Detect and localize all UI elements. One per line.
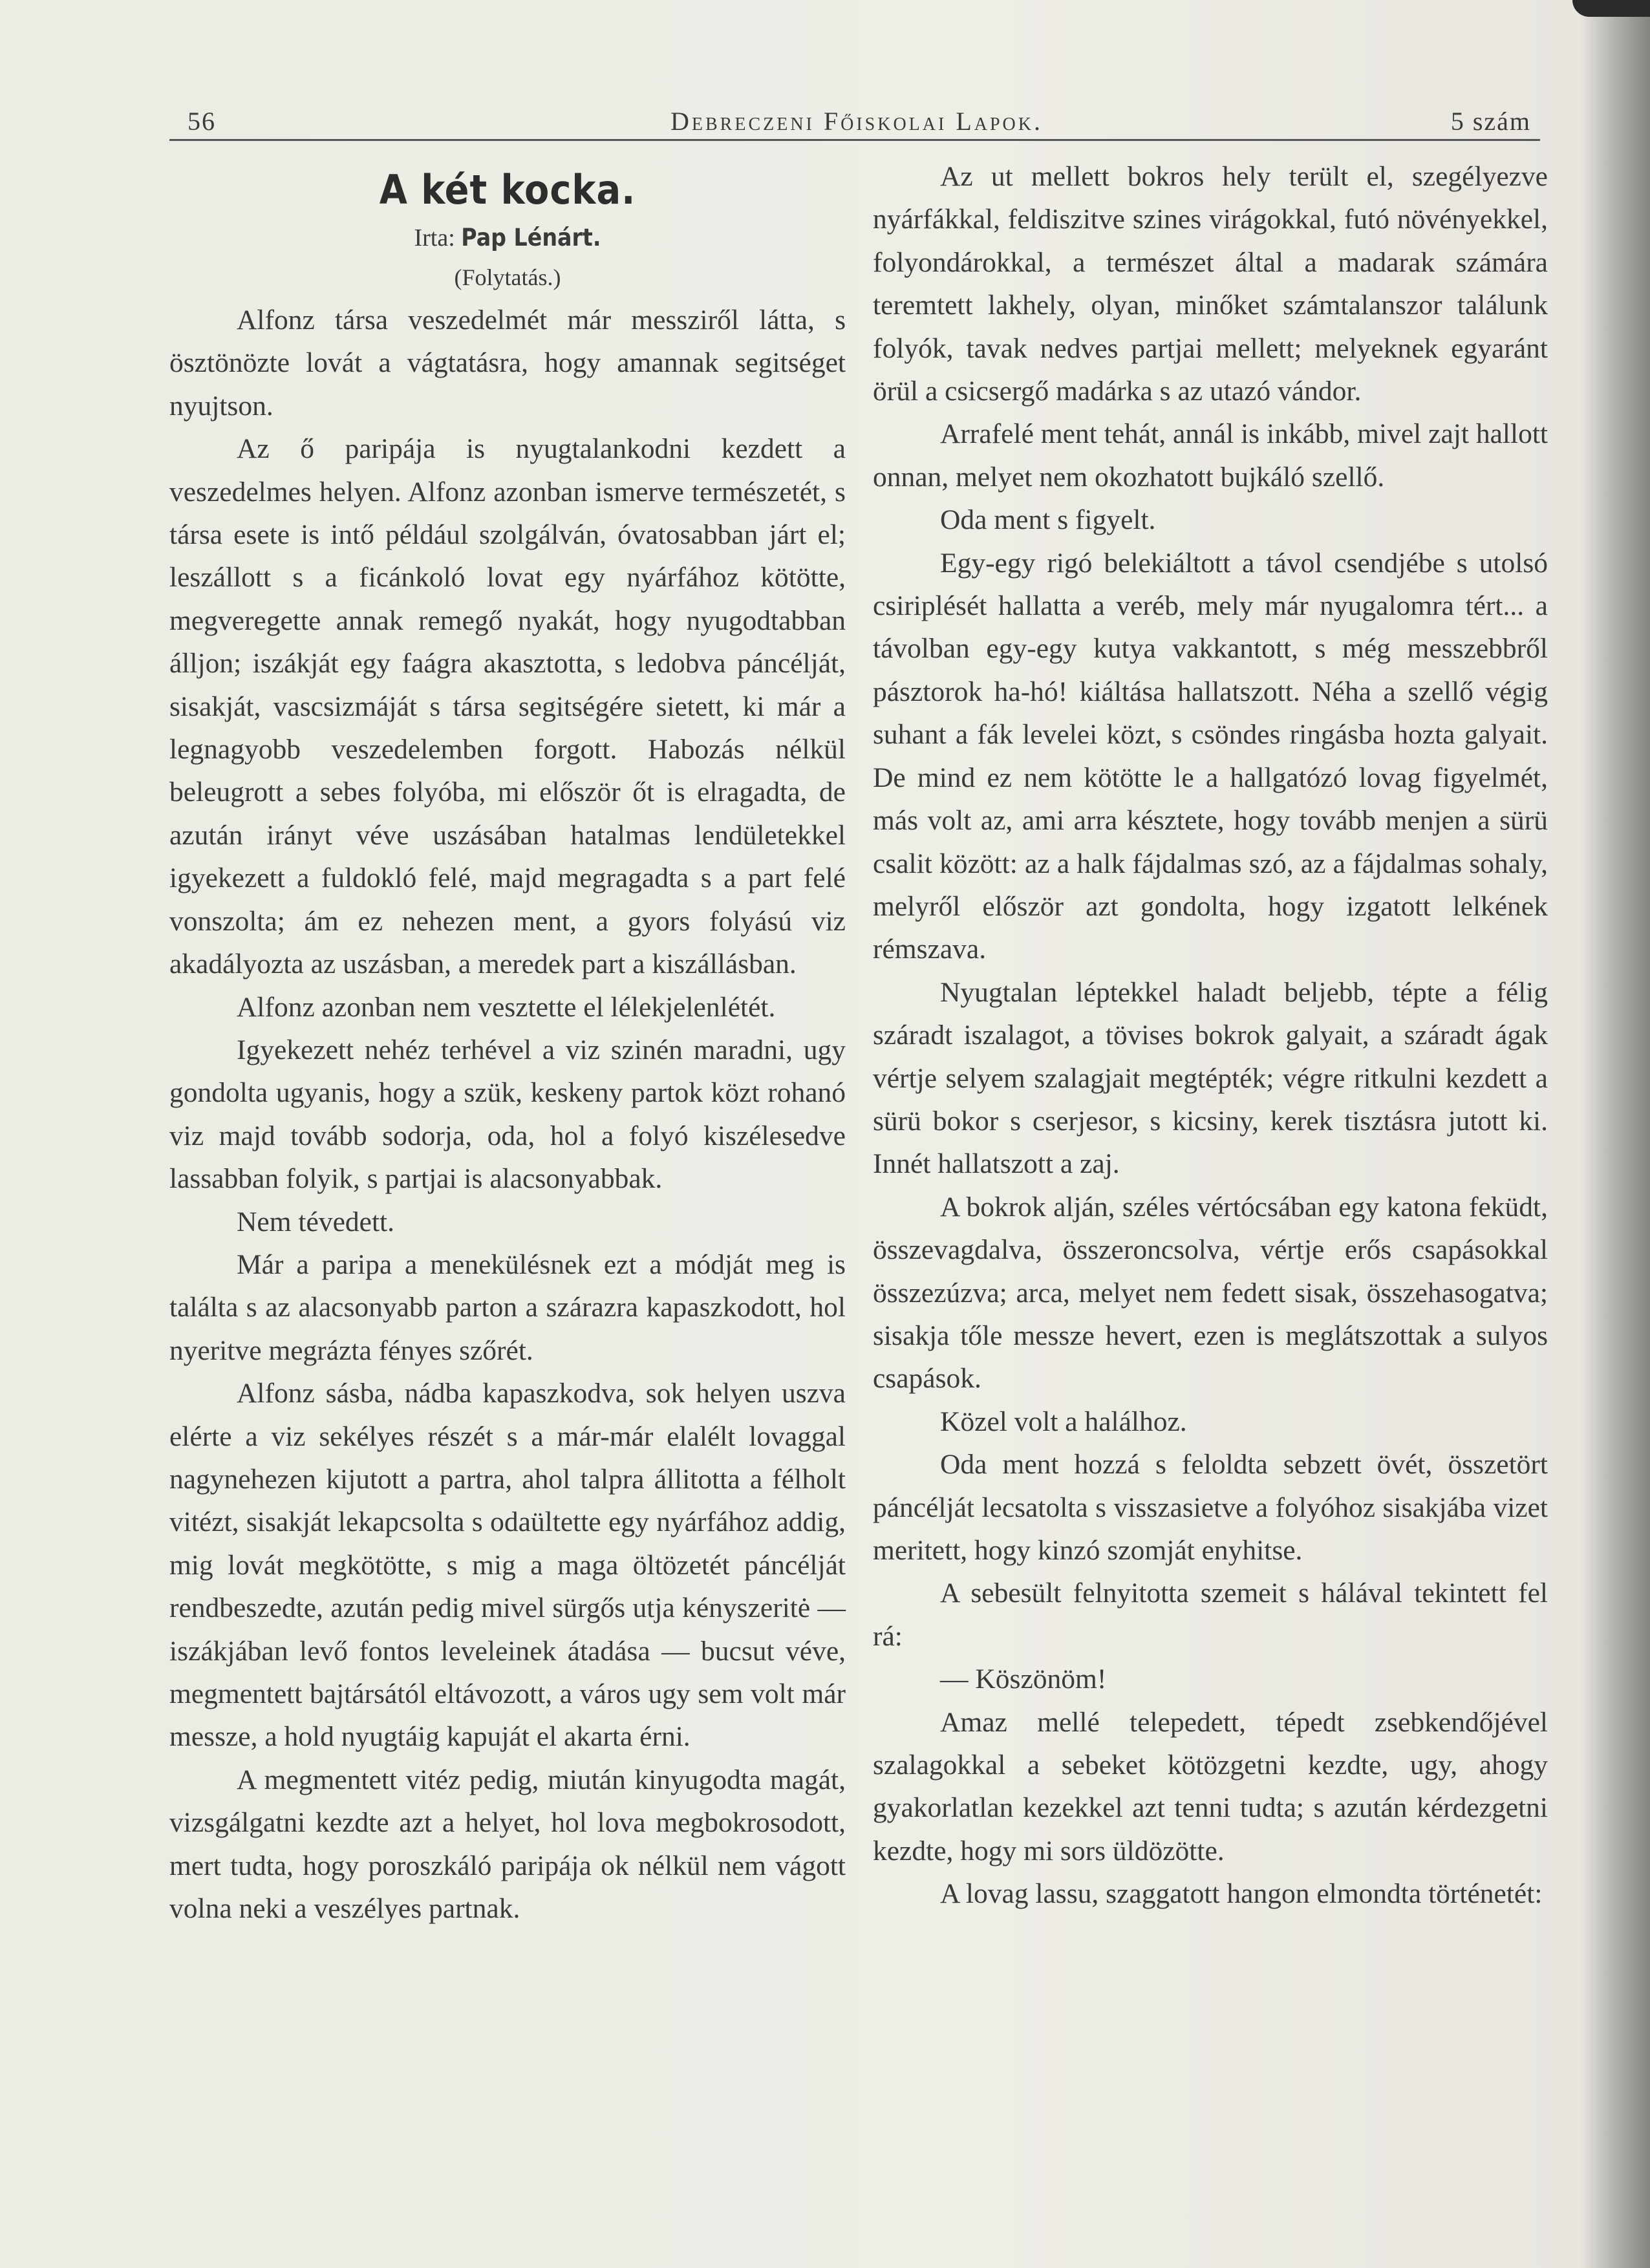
paragraph: Már a paripa a menekülésnek ezt a módját meg is találta s az alacsonyabb parton a szárazra kapaszkodott, hol nyeritve megrázta fényes szőrét. (169, 1248, 846, 1366)
page-number: 56 (188, 107, 216, 136)
left-column (169, 155, 846, 1930)
paragraph: Az ő paripája is nyugtalankodni kezdett a veszedelmes helyen. Alfonz azonban ismerve természetét, s társa esete is intő például szolgálván, óvatosabban járt el; leszállott s a ficánkoló lovat egy nyárfához kötötte, megveregette annak remegő nyakát, hogy nyugodtabban álljon; iszákját egy faágra akasztotta, s ledobva páncélját, sisakját, vascsizmáját s társa segitségére sietett, ki már a legnagyobb veszedelemben forgott. Habozás nélkül beleugrott a sebes folyóba, mi először őt is elragadta, de azután irányt véve uszásában hatalmas lendületekkel igyekezett a fuldokló felé, majd megragadta s a part felé vonszolta; ám ez nehezen ment, a gyors folyású viz akadályozta az uszásban, a meredek part a kiszállásban. (169, 433, 846, 980)
paragraph: Oda ment s figyelt. (940, 504, 1156, 536)
paragraph: Közel volt a halálhoz. (940, 1406, 1187, 1437)
continued-note: (Folytatás.) (454, 264, 561, 290)
paragraph: — Köszönöm! (940, 1664, 1107, 1695)
paragraph: Nyugtalan léptekkel haladt beljebb, tépte a félig száradt iszalagot, a tövises bokrok galyait, a száradt ágak vértje selyem szalagjait megtépték; végre ritkulni kezdett a sürü bokor s cserjesor, s kicsiny, kerek tisztásra jutott ki. Innét hallatszott a zaj. (873, 976, 1548, 1180)
byline (169, 220, 846, 256)
paragraph: Alfonz sásba, nádba kapaszkodva, sok helyen uszva elérte a viz sekélyes részét s a már-már elalélt lovaggal nagynehezen kijutott a partra, ahol talpra állitotta a félholt vitézt, sisakját lekapcsolta s odaültette egy nyárfához addig, mig lovát megkötötte, s mig a maga öltözetét páncélját rendbeszedte, azután pedig mivel sürgős utja kényszeritė — iszákjában levő fontos leveleinek átadása — bucsut véve, megmentett bajtársától eltávozott, a város ugy sem volt már messze, a hold nyugtáig kapuját el akarta érni. (169, 1378, 846, 1753)
page-edge-shadow (1579, 0, 1650, 2268)
header-rule (169, 139, 1540, 141)
paragraph: A lovag lassu, szaggatott hangon elmondta történetét: (940, 1878, 1543, 1910)
paragraph: Alfonz azonban nem vesztette el lélekjelenlétét. (237, 991, 776, 1023)
paragraph: A bokrok alján, széles vértócsában egy katona feküdt, összevagdalva, összeroncsolva, vértje erős csapásokkal összezúzva; arca, melyet nem fedett sisak, összehasogatva; sisakja tőle messze hevert, ezen is meglátszottak a sulyos csapások. (873, 1191, 1548, 1395)
paragraph: Alfonz társa veszedelmét már messziről látta, s ösztönözte lovát a vágtatásra, hogy amannak segitséget nyujtson. (169, 305, 846, 422)
paragraph: A megmentett vitéz pedig, miután kinyugodta magát, vizsgálgatni kezdte azt a helyet, hol lova megbokrosodott, mert tudta, hogy poroszkáló paripája ok nélkül nem vágott volna neki a veszélyes partnak. (169, 1764, 846, 1925)
paragraph: Arrafelé ment tehát, annál is inkább, mivel zajt hallott onnan, melyet nem okozhatott bujkáló szellő. (873, 418, 1548, 493)
byline-prefix: Irta: (414, 224, 455, 251)
paragraph: A sebesült felnyitotta szemeit s hálával tekintett fel rá: (873, 1578, 1548, 1652)
article-title: A két kocka. (379, 166, 636, 213)
paragraph: Egy-egy rigó belekiáltott a távol csendjébe s utolsó csiriplését hallatta a veréb, mely már nyugalomra tért... a távolban egy-egy kutya vakkantott, s még messzebbről pásztorok ha-hó! kiáltása hallatszott. Néha a szellő végig suhant a fák levelei közt, s csöndes ringásba hozta galyait. De mind ez nem kötötte le a hallgatózó lovag figyelmét, más volt az, ami arra késztete, hogy tovább menjen a sürü csalit között: az a halk fájdalmas szó, az a fájdalmas sohaly, melyről először azt gondolta, hogy izgatott lelkének rémszava. (873, 547, 1548, 965)
journal-title: Debreczeni Főiskolai Lapok. (670, 107, 1043, 136)
paragraph: Oda ment hozzá s feloldta sebzett övét, összetört páncélját lecsatolta s visszasietve a folyóhoz sisakjába vizet meritett, hogy kinzó szomját enyhitse. (873, 1449, 1548, 1566)
paragraph: Igyekezett nehéz terhével a viz szinén maradni, ugy gondolta ugyanis, hogy a szük, keskeny partok közt rohanó viz majd tovább sodorja, oda, hol a folyó kiszélesedve lassabban folyik, s partjai is alacsonyabbak. (169, 1034, 846, 1195)
paragraph: Az ut mellett bokros hely terült el, szegélyezve nyárfákkal, feldiszitve szines virágokkal, futó növényekkel, folyondárokkal, a természet által a madarak számára teremtett lakhely, olyan, minőket számtalanszor találunk folyók, tavak nedves partjai mellett; melyeknek egyaránt örül a csicsergő madárka s az utazó vándor. (873, 161, 1548, 407)
paragraph: Amaz mellé telepedett, tépedt zsebkendőjével szalagokkal a sebeket kötözgetni kezdte, ugy, ahogy gyakorlatlan kezekkel azt tenni tudta; s azután kérdezgetni kezdte, hogy mi sors üldözötte. (873, 1706, 1548, 1867)
author-name: Pap Lénárt. (461, 224, 601, 251)
issue-number: 5 szám (1450, 107, 1531, 136)
right-column (873, 155, 1548, 1916)
paragraph: Nem tévedett. (237, 1206, 394, 1237)
scan-corner-mark (1572, 0, 1650, 17)
running-header (169, 97, 1544, 140)
